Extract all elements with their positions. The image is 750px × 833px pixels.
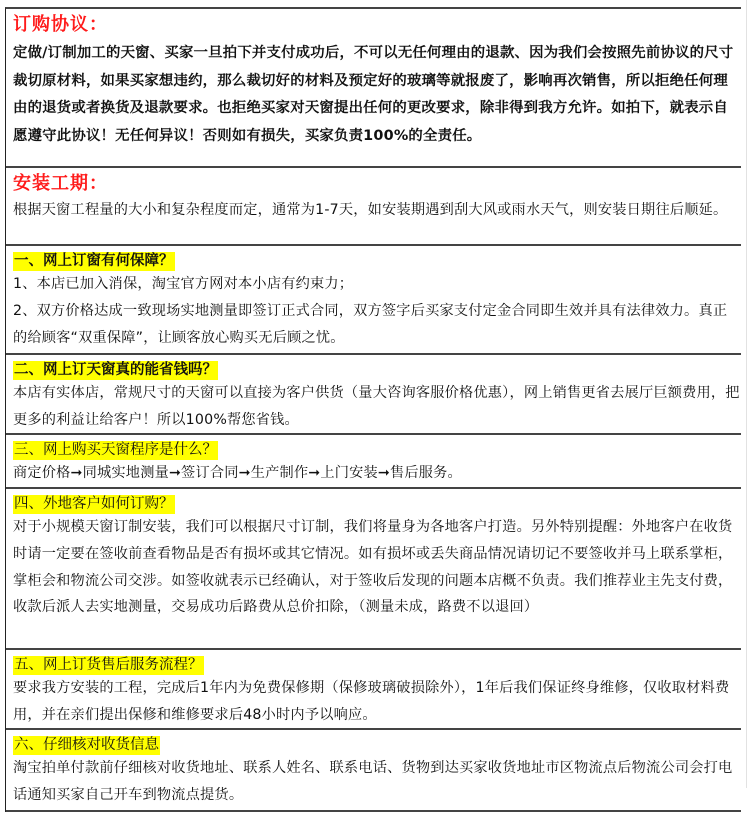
- section-faq-5: [6, 650, 741, 730]
- section-title: 订购协议：: [13, 14, 108, 35]
- section-heading-highlight: 一、网上订窗有何保障？: [14, 253, 174, 269]
- section-faq-1: [6, 246, 741, 355]
- section-paragraph: 商定价格➞同城实地测量➞签订合同➞生产制作➞上门安装➞售后服务。: [13, 465, 462, 481]
- section-faq-3: [6, 435, 741, 489]
- section-heading-highlight: 四、外地客户如何订购？: [14, 496, 174, 512]
- section-paragraph: 淘宝拍单付款前仔细核对收货地址、联系人姓名、联系电话、货物到达买家收货地址市区物流点后物流公司会打电话通知买家自己开车到物流点提货。: [13, 760, 733, 803]
- notice-table: [5, 7, 741, 812]
- section-paragraph: 本店有实体店，常规尺寸的天窗可以直接为客户供货（量大咨询客服价格优惠），网上销售更省去展厅巨额费用，把更多的利益让给客户！所以100%帮您省钱。: [13, 385, 740, 428]
- section-heading-highlight: 二、网上订天窗真的能省钱吗？: [14, 362, 217, 378]
- section-heading-highlight: 六、仔细核对收货信息: [14, 737, 159, 753]
- section-title: 安装工期：: [13, 173, 108, 194]
- section-paragraph: 要求我方安装的工程，完成后1年内为免费保修期（保修玻璃破损除外），1年后我们保证终身维修，仅收取材料费用，并在亲们提出保修和维修要求后48小时内予以响应。: [13, 680, 730, 723]
- section-installation-period: [6, 168, 741, 246]
- section-heading-highlight: 三、网上购买天窗程序是什么？: [14, 442, 217, 458]
- section-paragraph: 根据天窗工程量的大小和复杂程度而定，通常为1-7天，如安装期遇到刮大风或雨水天气，则安装日期往后顺延。: [13, 202, 728, 218]
- section-paragraph: 对于小规模天窗订制安装，我们可以根据尺寸订制，我们将量身为各地客户打造。另外特别提醒：外地客户在收货时请一定要在签收前查看物品是否有损坏或其它情况。如有损坏或丢失商品情况请切记不要签收并马上联系掌柜，掌柜会和物流公司交涉。如签收就表示已经确认，对于签收后发现的问题本店概不负责。我们推荐业主先支付费，收款后派人去实地测量，交易成功后路费从总价扣除，（测量未成，路费不以退回）: [13, 519, 733, 616]
- section-paragraph: 定做/订制加工的天窗、买家一旦拍下并支付成功后，不可以无任何理由的退款、因为我们会按照先前协议的尺寸裁切原材料，如果买家想违约，那么裁切好的材料及预定好的玻璃等就报废了，影响再次销售，所以拒绝任何理由的退货或者换货及退款要求。也拒绝买家对天窗提出任何的更改要求，除非得到我方允许。如拍下，就表示自愿遵守此协议！无任何异议！否则如有损失，买家负责100%的全责任。: [13, 45, 734, 144]
- section-faq-4: [6, 489, 741, 650]
- section-heading-highlight: 五、网上订货售后服务流程？: [14, 657, 203, 673]
- section-paragraph: 2、双方价格达成一致现场实地测量即签订正式合同，双方签字后买家支付定金合同即生效并具有法律效力。真正的给顾客“双重保障”，让顾客放心购买无后顾之忧。: [13, 302, 728, 346]
- section-faq-6: [6, 730, 741, 812]
- section-paragraph: 1、本店已加入消保，淘宝官方网对本小店有约束力；: [13, 276, 354, 292]
- section-faq-2: [6, 355, 741, 435]
- section-order-agreement: [6, 9, 741, 168]
- right-guide-line: [746, 0, 747, 788]
